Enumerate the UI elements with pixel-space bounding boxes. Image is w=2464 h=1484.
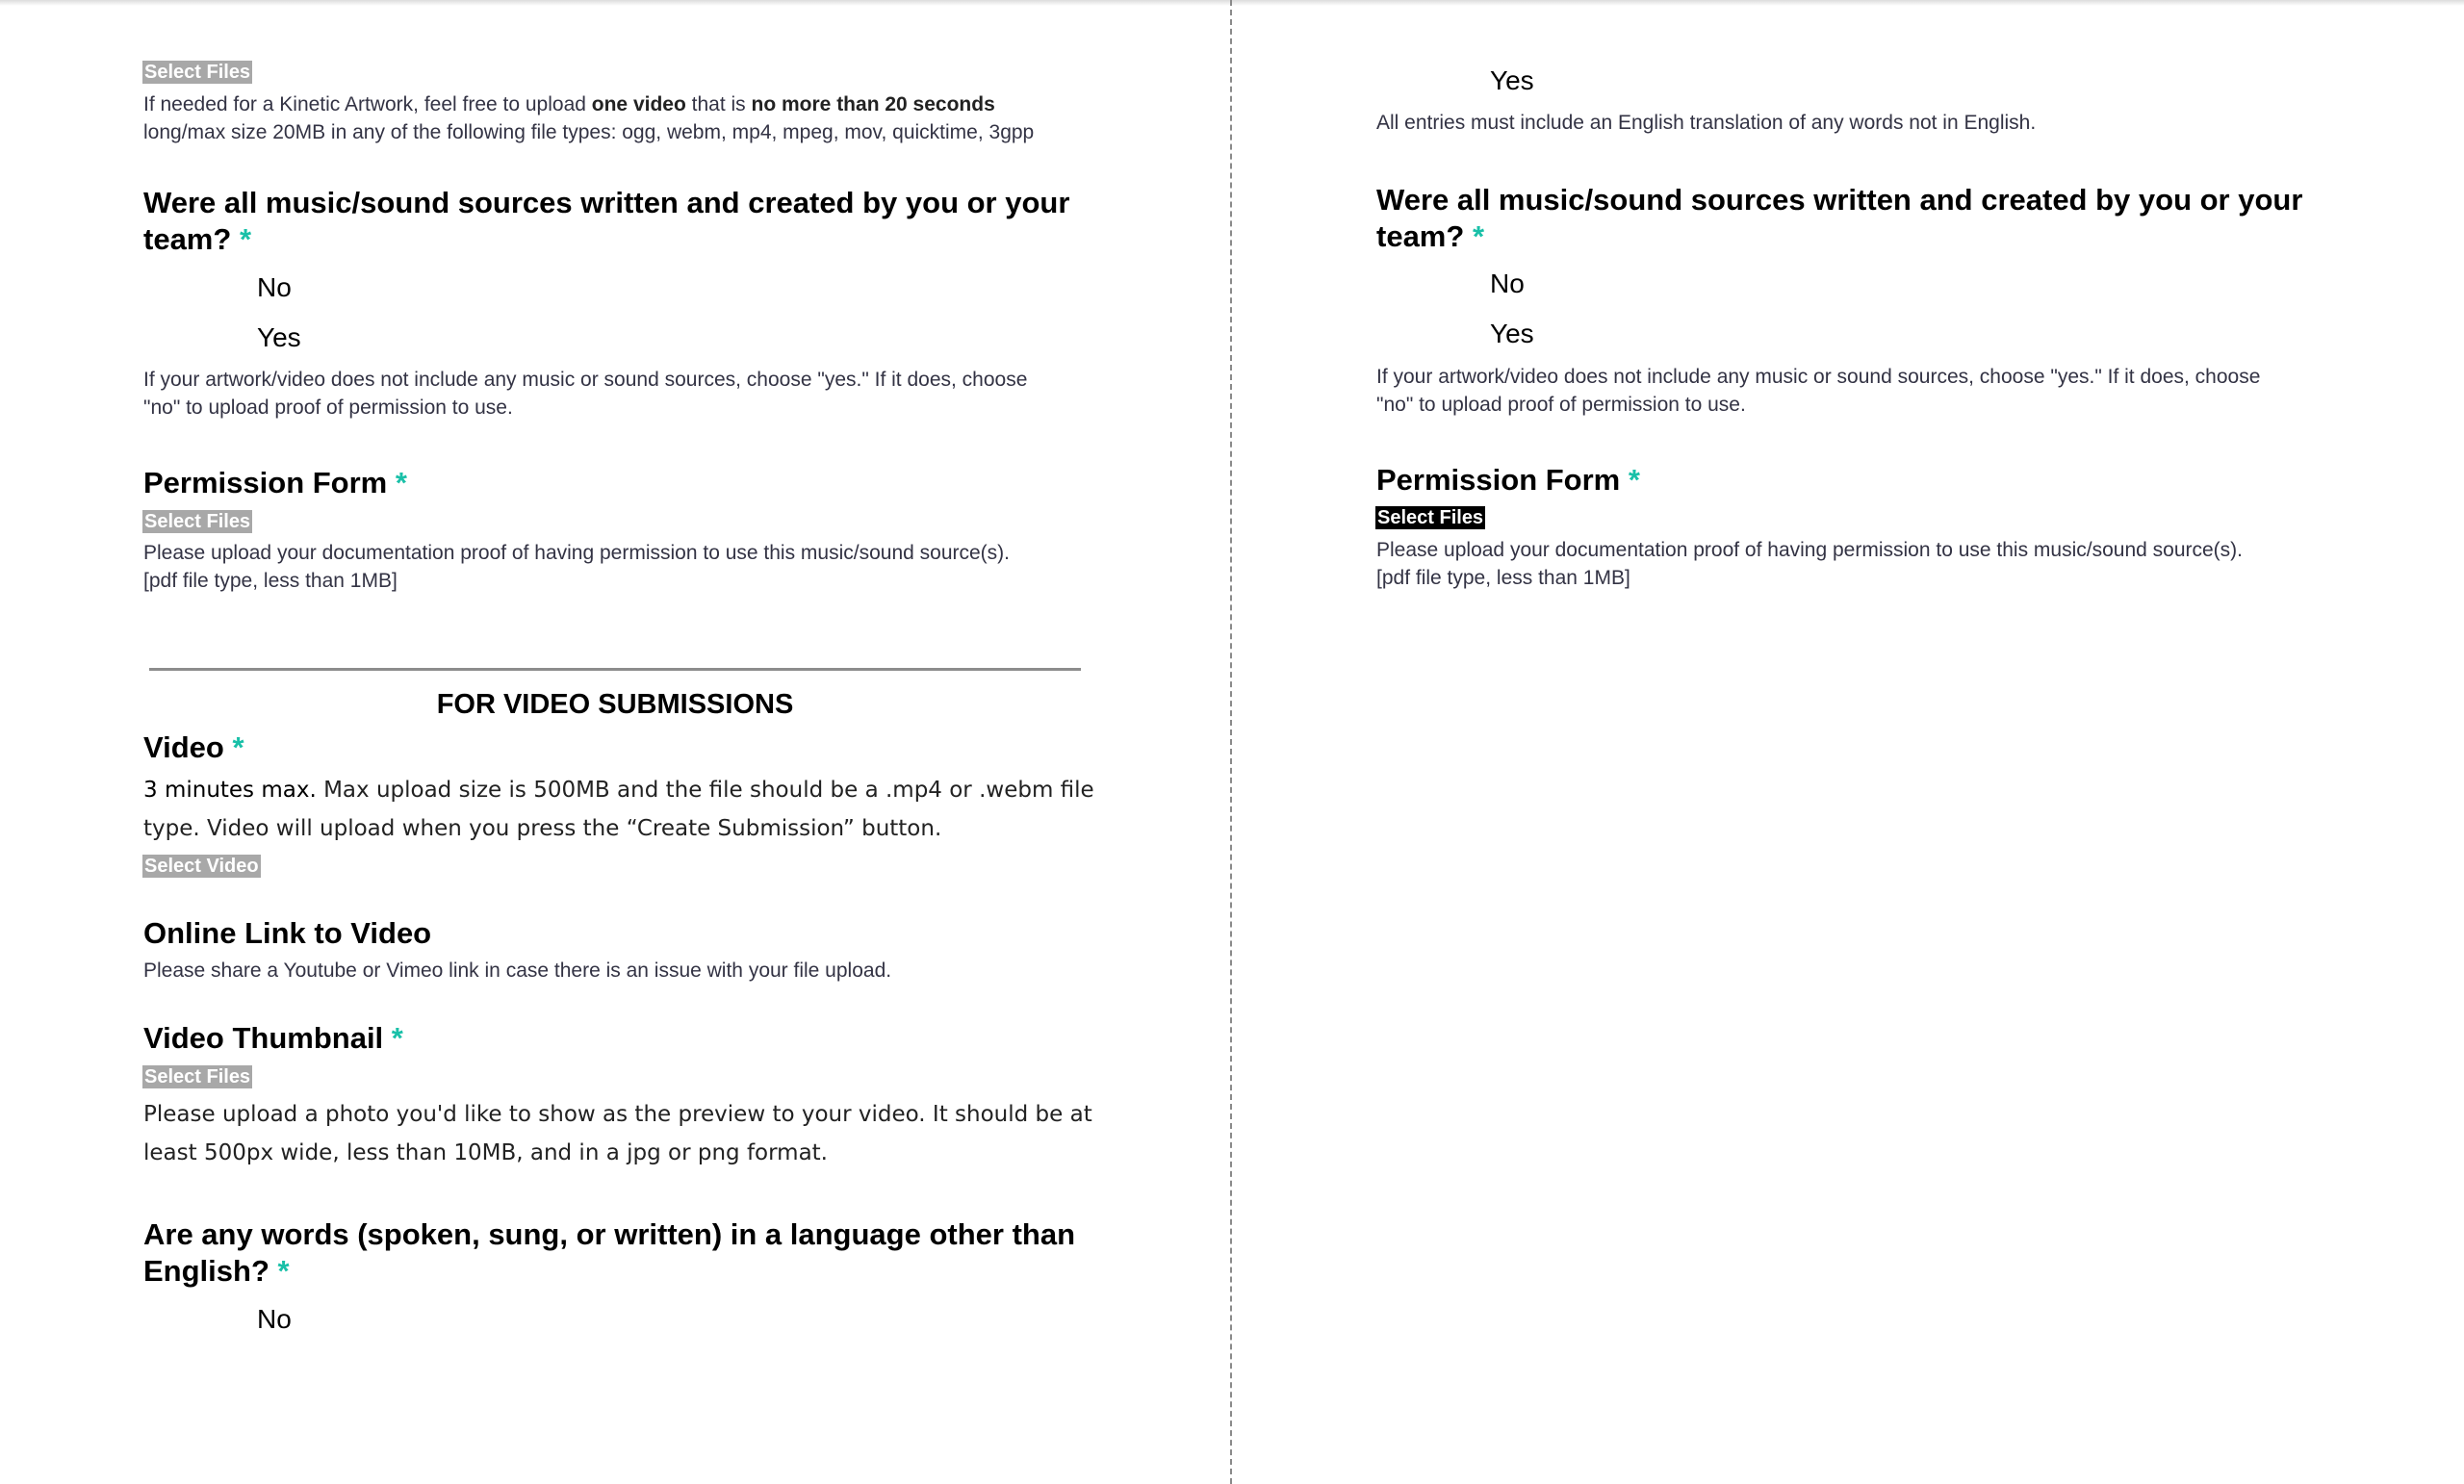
top-shadow [0,0,2464,6]
permission-description: Please upload your documentation proof of having permission to use this music/sound source(s). [pdf file type, less than 1MB] [143,542,1010,592]
thumbnail-description: Please upload a photo you'd like to show as the preview to your video. It should be at least 500px wide, less than 10MB, and in a jpg or png format. [143,1102,1092,1165]
music-option-yes-right[interactable]: Yes [1490,319,1534,348]
required-asterisk: * [232,730,244,764]
language-option-no[interactable]: No [257,1304,292,1334]
select-files-button-thumbnail[interactable]: Select Files [144,1066,251,1087]
music-option-yes[interactable]: Yes [257,322,301,352]
language-question-title: Are any words (spoken, sung, or written) in a language other than English? * [143,1217,1076,1288]
required-asterisk: * [395,466,407,499]
online-link-title: Online Link to Video [143,916,432,950]
permission-description-right: Please upload your documentation proof of having permission to use this music/sound source(s). [pdf file type, less than 1MB] [1376,539,2243,589]
music-description-right: If your artwork/video does not include any music or sound sources, choose "yes." If it does, choose "no" to upload proof of permission to use. [1376,366,2261,416]
thumbnail-title: Video Thumbnail * [143,1021,403,1055]
required-asterisk: * [1472,219,1485,253]
music-question-title-right: Were all music/sound sources written and created by you or your team? * [1376,183,2303,253]
page-divider [1230,0,1232,1484]
select-video-button[interactable]: Select Video [144,856,259,877]
permission-form-title-right: Permission Form * [1376,463,1640,497]
section-divider [149,668,1081,671]
kinetic-description: If needed for a Kinetic Artwork, feel free to upload one video that is no more than 20 seconds long/max size 20MB in any of the following file types: ogg, webm, mp4, mpeg, mov, quicktime, 3gpp [143,93,1035,143]
required-asterisk: * [239,222,252,256]
music-question-title: Were all music/sound sources written and created by you or your team? * [143,186,1070,256]
music-option-no-right[interactable]: No [1490,269,1525,298]
select-files-button-permission[interactable]: Select Files [144,511,251,532]
music-description: If your artwork/video does not include any music or sound sources, choose "yes." If it does, choose "no" to upload proof of permission to use. [143,369,1028,419]
video-description: 3 minutes max. Max upload size is 500MB and the file should be a .mp4 or .webm file type. Video will upload when you press the “Create Submission” button. [143,778,1094,841]
video-title: Video * [143,730,244,764]
language-description: All entries must include an English translation of any words not in English. [1376,112,2037,134]
permission-form-title: Permission Form * [143,466,407,499]
video-section-title: FOR VIDEO SUBMISSIONS [436,689,794,720]
required-asterisk: * [391,1021,403,1055]
online-link-description: Please share a Youtube or Vimeo link in case there is an issue with your file upload. [143,959,892,982]
select-files-button-permission-right[interactable]: Select Files [1377,507,1484,528]
language-option-yes[interactable]: Yes [1490,65,1534,95]
select-files-button-kinetic[interactable]: Select Files [144,62,251,83]
music-option-no[interactable]: No [257,272,292,302]
required-asterisk: * [277,1254,290,1288]
required-asterisk: * [1628,463,1640,497]
